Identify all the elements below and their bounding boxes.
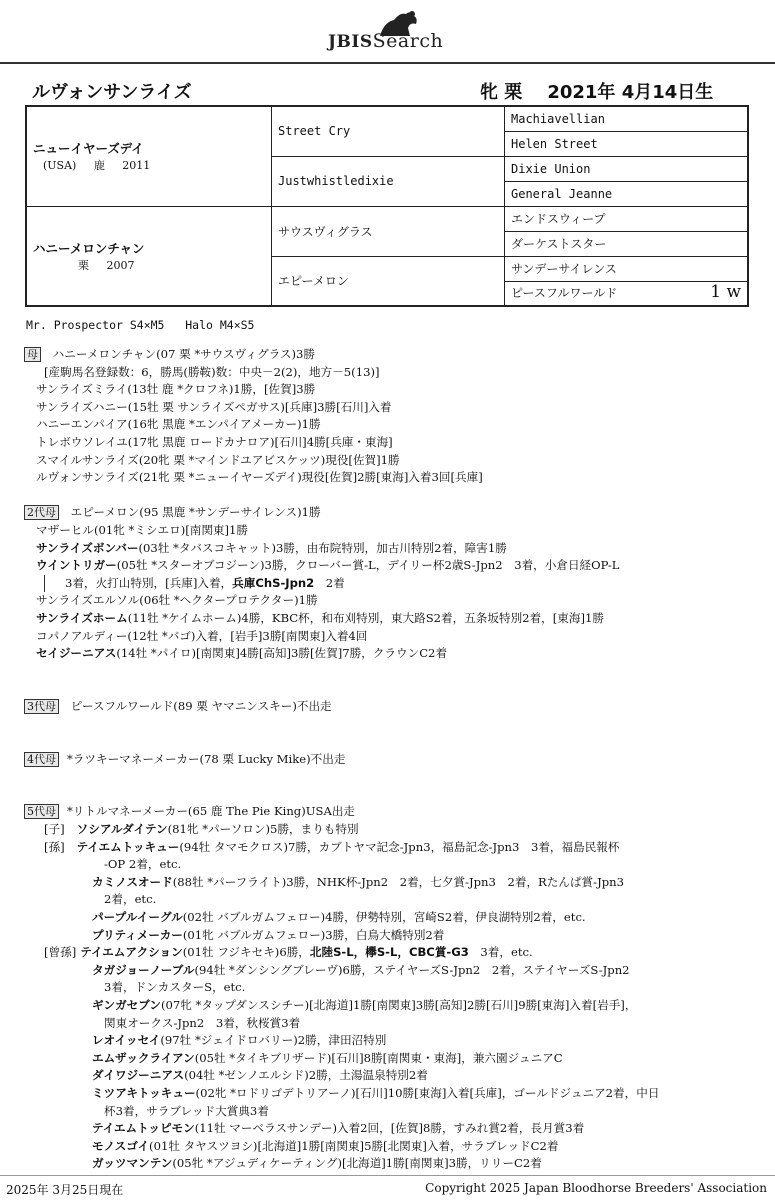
list-item-continuation: 関東オークス-Jpn2 3着，秋桜賞3着	[104, 1015, 301, 1030]
dam-name[interactable]: ハニーメロンチャン	[33, 240, 145, 256]
section-head: エピーメロン(95 黒鹿 *サンデーサイレンス)1勝	[67, 505, 321, 520]
list-item: プリティメーカー(01牝 バブルガムフェロー)3勝，白鳥大橋特別2着	[92, 927, 445, 942]
list-item: エムザックライアン(05牡 *タイキブリザード)[石川]8勝[南関東・東海]，兼六園ジュニアC	[92, 1050, 563, 1065]
logo-text: JBISSearch	[328, 30, 444, 52]
pedigree-table	[25, 105, 749, 307]
list-item: サンライズエルソル(06牡 *ヘクタープロテクター)1勝	[36, 593, 318, 608]
list-item: セイジーニアス(14牡 *パイロ)[南関東]4勝[高知]3勝[佐賀]7勝，クラウンC2着	[36, 646, 448, 661]
list-item: ウイントリガー(05牡 *スターオブコジーン)3勝，クローバー賞-L，デイリー杯2歳S-Jpn2 3着，小倉日経OP-L	[36, 558, 620, 573]
family-tree	[24, 346, 764, 1173]
dam-color-year: 栗 2007	[43, 258, 135, 272]
list-item: ハニーエンパイア(16牝 黒鹿 *エンパイアメーカー)1勝	[36, 417, 321, 432]
section-head: ピースフルワールド(89 栗 ヤマニンスキー)不出走	[67, 698, 332, 713]
section-head: *リトルマネーメーカー(65 鹿 The Pie King)USA出走	[67, 804, 356, 819]
ancestor-1[interactable]: Machiavellian	[505, 106, 749, 131]
ancestor-2[interactable]: Helen Street	[505, 131, 749, 156]
ancestor-5[interactable]: エンドスウィープ	[505, 206, 749, 231]
sire-origin: (USA) 鹿 2011	[43, 159, 151, 173]
horse-sex-color-birth: 牝 栗 2021年 4月14日生	[480, 82, 714, 103]
section-tag: 母	[24, 347, 41, 362]
list-item-continuation: -OP 2着，etc.	[104, 857, 182, 872]
section-tag: 2代母	[24, 505, 59, 520]
section-tag: 4代母	[24, 752, 59, 767]
sire-dam[interactable]: Justwhistledixie	[272, 156, 505, 206]
ancestor-3[interactable]: Dixie Union	[505, 156, 749, 181]
list-item: ルヴォンサンライズ(21牝 栗 *ニューイヤーズデイ)現役[佐賀]2勝[東海]入着3回[兵庫]	[36, 470, 483, 485]
list-item: ギンガセブン(07牝 *タップダンスシチー)[北海道]1勝[南関東]3勝[高知]2勝[石川]9勝[東海]入着[岩手]，	[92, 997, 637, 1012]
ancestor-8-cell	[505, 281, 749, 306]
list-item: カミノスオード(88牡 *パーフライト)3勝，NHK杯-Jpn2 2着，七夕賞-Jpn3 2着，Rたんぱ賞-Jpn3	[92, 874, 624, 889]
ancestor-7[interactable]: サンデーサイレンス	[505, 256, 749, 281]
list-item: モノスゴイ(01牡 タヤスツヨシ)[北海道]1勝[南関東]5勝[北関東]入着，サラブレッドC2着	[92, 1138, 559, 1153]
list-item: ガッツマンテン(05牝 *アジュディケーティング)[北海道]1勝[南関東]3勝，リリーC2着	[92, 1156, 542, 1171]
sire-sire[interactable]: Street Cry	[272, 106, 505, 156]
list-item-continuation: 2着，etc.	[104, 892, 157, 907]
list-item: スマイルサンライズ(20牝 栗 *マインドユアビスケッツ)現役[佐賀]1勝	[36, 452, 400, 467]
section-head: ハニーメロンチャン(07 栗 *サウスヴィグラス)3勝	[49, 347, 315, 361]
list-item-continuation: 3着，ドンカスターS，etc.	[104, 980, 246, 995]
family-number: 1 w	[710, 282, 741, 303]
footer-rule	[0, 1175, 775, 1176]
section-head: *ラツキーマネーメーカー(78 栗 Lucky Mike)不出走	[67, 751, 346, 766]
list-item: コパノアルディー(12牡 *バゴ)入着，[岩手]3勝[南関東]入着4回	[36, 628, 368, 643]
section-5th-dam	[24, 803, 764, 1172]
sire-cell	[26, 106, 272, 206]
list-item: [孫] テイエムトッキュー(94牡 タマモクロス)7勝，カブトヤマ記念-Jpn3，福島記念-Jpn3 3着，福島民報杯	[44, 839, 620, 854]
list-item: タガジョーノーブル(94牡 *ダンシングブレーヴ)6勝，ステイヤーズS-Jpn2 2着，ステイヤーズS-Jpn2	[92, 962, 630, 977]
section-2nd-dam	[24, 504, 764, 662]
list-item: レオイッセイ(97牡 *ジェイドロバリー)2勝，津田沼特別	[92, 1033, 387, 1048]
as-of-date: 2025年 3月25日現在	[6, 1183, 124, 1197]
dam-cell	[26, 206, 272, 306]
section-tag: 5代母	[24, 804, 59, 819]
jbis-logo[interactable]	[328, 8, 468, 54]
list-item: ミツアキトッキュー(02牝 *ロドリゴデトリアーノ)[石川]10勝[東海]入着[兵庫]，ゴールドジュニア2着，中日	[92, 1085, 660, 1100]
section-3rd-dam	[24, 698, 764, 716]
list-item: サンライズハニー(15牡 栗 サンライズペガサス)[兵庫]3勝[石川]入着	[36, 399, 392, 414]
list-item: テイエムトッピモン(11牡 マーベラスサンデー)入着2回，[佐賀]8勝，すみれ賞2着，長月賞3着	[92, 1121, 585, 1136]
ancestor-6[interactable]: ダーケストスター	[505, 231, 749, 256]
list-item-continuation: 杯3着，サラブレッド大賞典3着	[104, 1103, 269, 1118]
offspring-stats: [産駒馬名登録数：6，勝馬(勝鞍)数：中央－2(2)，地方－5(13)]	[44, 364, 380, 379]
list-item: ダイワジーニアス(04牡 *ゼンノエルシド)2勝，土湯温泉特別2着	[92, 1068, 428, 1083]
list-item: [子] ソシアルダイテン(81牝 *パーソロン)5勝，まりも特別	[44, 822, 359, 837]
list-item: サンライズミライ(13牡 鹿 *クロフネ)1勝，[佐賀]3勝	[36, 382, 316, 397]
dam-dam[interactable]: エピーメロン	[272, 256, 505, 306]
list-item: [曾孫] テイエムアクション(01牡 フジキセキ)6勝，北陸S-L，欅S-L，CBC賞-G3 3着，etc.	[44, 945, 533, 960]
horse-name: ルヴォンサンライズ	[32, 82, 192, 103]
ancestor-8[interactable]: ピースフルワールド	[511, 286, 618, 301]
ancestor-4[interactable]: General Jeanne	[505, 181, 749, 206]
list-item: トレボウソレイユ(17牝 黒鹿 ロードカナロア)[石川]4勝[兵庫・東海]	[36, 434, 393, 449]
list-item-continuation: 3着，火打山特別，[兵庫]入着，兵庫ChS-Jpn2 2着	[44, 575, 764, 593]
list-item: パープルイーグル(02牡 バブルガムフェロー)4勝，伊勢特別，宮崎S2着，伊良湖特別2着，etc.	[92, 910, 586, 924]
list-item: マザーヒル(01牝 *ミシエロ)[南関東]1勝	[36, 522, 249, 537]
dam-sire[interactable]: サウスヴィグラス	[272, 206, 505, 256]
section-4th-dam	[24, 751, 764, 769]
header-rule	[0, 62, 775, 64]
inbreeding-cross: Mr. Prospector S4×M5 Halo M4×S5	[26, 318, 255, 332]
section-dam	[24, 346, 764, 487]
list-item: サンライズボンバー(03牡 *タバスコキャット)3勝，由布院特別，加古川特別2着，障害1勝	[36, 540, 507, 555]
section-tag: 3代母	[24, 699, 59, 714]
copyright: Copyright 2025 Japan Bloodhorse Breeders' Association	[425, 1181, 767, 1195]
list-item: サンライズホーム(11牡 *ケイムホーム)4勝，KBC杯，和布刈特別，東大路S2着，五条坂特別2着，[東海]1勝	[36, 610, 604, 625]
sire-name[interactable]: ニューイヤーズデイ	[33, 141, 144, 157]
